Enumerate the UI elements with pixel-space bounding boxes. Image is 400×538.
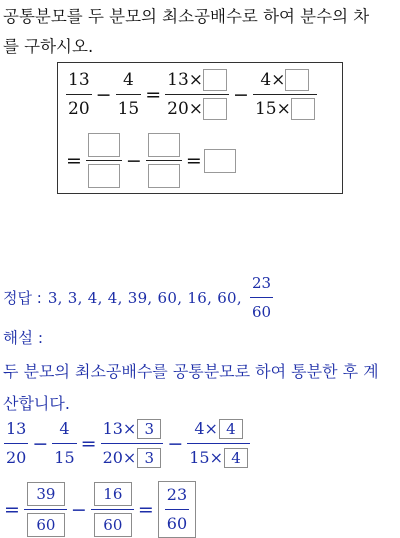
denominator-text: 20× [102,448,137,467]
filled-answer-box: 3 [137,448,161,468]
question-line-1: 공통분모를 두 분모의 최소공배수로 하여 분수의 차 [3,7,370,26]
equals-sign: = [185,149,202,172]
numerator [86,133,122,157]
blank-answer-box[interactable] [203,98,227,120]
denominator-text: 15× [254,99,291,119]
numerator [101,418,164,440]
minus-sign: − [125,149,142,172]
problem-box [57,62,343,194]
fraction-4-15 [52,418,76,469]
fraction-23-60 [165,484,189,535]
numerator: 13 [68,70,90,90]
numerator [192,418,245,440]
minus-sign: − [70,498,87,521]
numerator [146,133,182,157]
explanation-label: 해설 : [3,329,44,347]
fraction-13-20 [66,69,92,120]
filled-answer-box: 60 [94,513,132,537]
denominator: 20 [68,99,90,119]
blank-answer-box[interactable] [148,133,180,157]
numerator [24,482,67,506]
denominator: 15 [54,448,75,467]
fraction-bar [4,443,28,444]
problem-row-2 [64,133,236,188]
equals-sign: = [4,498,20,521]
solution-row-2 [2,481,196,538]
equals-sign: = [66,149,82,172]
question-text [3,2,397,62]
fraction-4-times-blank [253,69,317,120]
denominator [91,513,134,537]
blank-result-box[interactable] [204,149,236,173]
fraction-13-20 [4,418,28,469]
fraction-bar [165,94,229,95]
fraction-bar [101,443,164,444]
denominator: 15 [117,99,140,119]
blank-answer-box[interactable] [88,164,120,188]
explanation-line-2: 산합니다. [3,394,70,413]
fraction-13x3-20x3 [101,418,164,469]
numerator-text: 4× [194,419,218,438]
blank-answer-box[interactable] [203,69,227,91]
filled-answer-box: 39 [27,482,65,506]
fraction-bar [146,160,182,161]
denominator [146,164,182,188]
numerator [258,69,311,91]
fraction-bar [116,94,142,95]
blank-fraction-1 [86,133,122,188]
denominator [165,98,229,120]
numerator: 23 [166,485,188,504]
denominator [86,164,122,188]
numerator [91,482,134,506]
fraction-bar [165,509,189,510]
fraction-16-60 [91,482,134,537]
minus-sign: − [32,432,49,455]
question-line-2: 를 구하시오. [3,37,94,56]
fraction-bar [250,297,273,298]
answer-label: 정답 : [3,289,42,307]
numerator: 4 [59,419,70,438]
fraction-4x4-15x4 [187,418,250,469]
blank-answer-box[interactable] [291,98,315,120]
filled-answer-box: 4 [224,448,248,468]
numerator: 13 [6,419,27,438]
fraction-bar [253,94,317,95]
denominator [24,513,67,537]
filled-answer-box: 60 [27,513,65,537]
denominator: 20 [6,448,27,467]
denominator-text: 15× [189,448,224,467]
blank-answer-box[interactable] [285,69,309,91]
minus-sign: − [167,432,184,455]
fraction-bar [187,443,250,444]
numerator [165,69,229,91]
result-box [158,481,196,538]
fraction-bar [86,160,122,161]
problem-row-1 [64,69,319,120]
fraction-bar [52,443,76,444]
denominator-text: 20× [167,99,204,119]
explanation-line-1: 두 분모의 최소공배수를 공통분모로 하여 통분한 후 계 [3,362,379,381]
fraction-39-60 [24,482,67,537]
minus-sign: − [233,83,249,106]
solution-row-1 [2,418,252,469]
explanation-text [3,356,397,420]
equals-sign: = [145,83,162,106]
denominator: 60 [166,514,188,533]
numerator-text: 13× [167,70,204,90]
fraction-13-times-blank [165,69,229,120]
blank-fraction-2 [146,133,182,188]
blank-answer-box[interactable] [148,164,180,188]
answer-fraction [250,272,273,323]
minus-sign: − [95,83,112,106]
equals-sign: = [137,498,154,521]
fraction-4-15 [116,69,142,120]
denominator: 60 [251,303,272,321]
denominator [101,447,164,469]
denominator [187,447,250,469]
answer-line [3,272,275,323]
numerator-text: 13× [102,419,137,438]
equals-sign: = [80,432,97,455]
numerator: 23 [251,274,272,292]
numerator: 4 [122,70,134,90]
fraction-bar [91,509,134,510]
fraction-bar [66,94,92,95]
fraction-bar [24,509,67,510]
numerator-text: 4× [260,70,286,90]
filled-answer-box: 4 [219,419,243,439]
filled-answer-box: 3 [137,419,161,439]
blank-answer-box[interactable] [88,133,120,157]
filled-answer-box: 16 [94,482,132,506]
denominator [253,98,317,120]
answer-values: 3, 3, 4, 4, 39, 60, 16, 60, [47,288,242,307]
